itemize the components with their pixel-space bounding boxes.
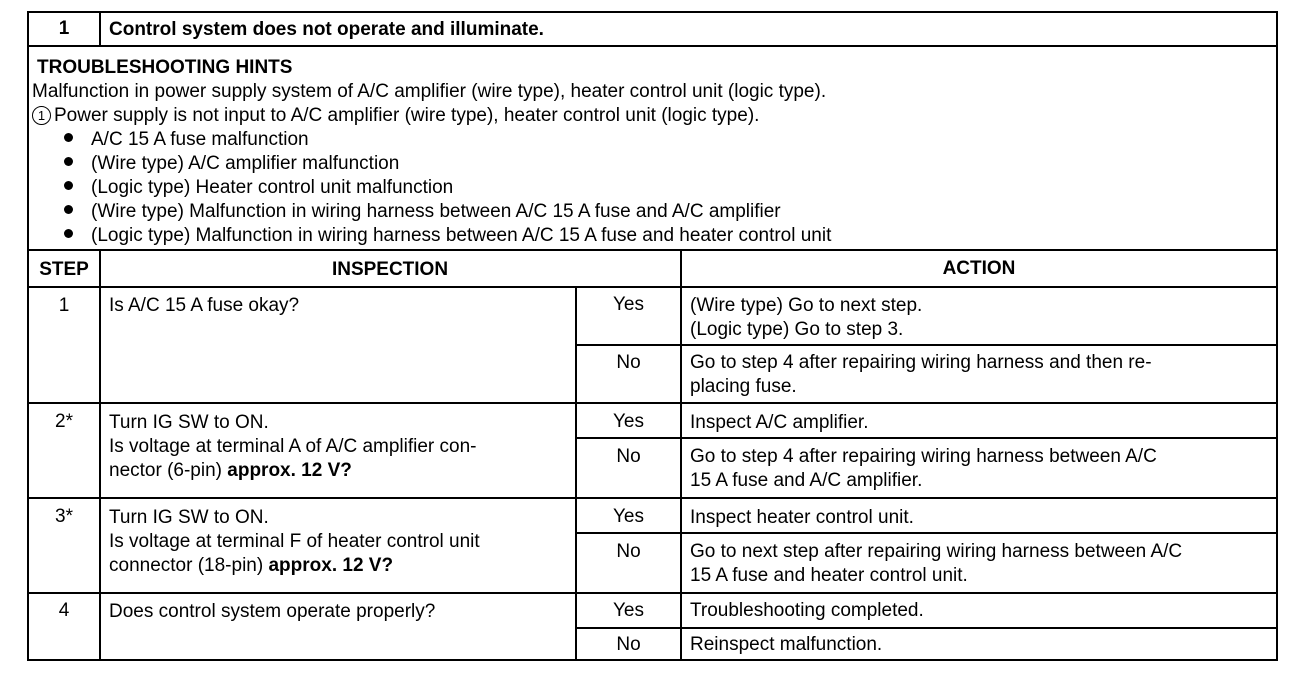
yes-label: Yes	[613, 506, 644, 527]
grid-line	[575, 437, 1276, 439]
table-header-row	[29, 13, 1276, 47]
step-number: 4	[58, 600, 70, 621]
bullet-icon	[64, 181, 73, 190]
bullet-icon	[64, 133, 73, 142]
grid-line	[29, 592, 1276, 594]
bullet-icon	[64, 157, 73, 166]
no-action: Go to step 4 after repairing wiring harness between A/C 15 A fuse and A/C amplifier.	[690, 446, 1157, 491]
col-header-inspection: INSPECTION	[331, 259, 449, 280]
hints-title: TROUBLESHOOTING HINTS	[37, 57, 293, 78]
bullet-icon	[64, 205, 73, 214]
grid-line	[575, 532, 1276, 534]
yes-label: Yes	[613, 411, 644, 432]
grid-line	[29, 286, 1276, 288]
troubleshooting-hints	[29, 47, 1276, 251]
troubleshooting-table	[27, 11, 1278, 661]
no-label: No	[616, 541, 641, 562]
hints-item-1	[32, 105, 759, 127]
grid-line	[29, 402, 1276, 404]
col-header-action: ACTION	[942, 258, 1016, 279]
hints-intro: Malfunction in power supply system of A/C amplifier (wire type), heater control unit (logic type).	[32, 81, 827, 102]
yes-action: Inspect heater control unit.	[690, 507, 914, 528]
yes-action: Inspect A/C amplifier.	[690, 412, 869, 433]
grid-line	[29, 497, 1276, 499]
no-action: Go to step 4 after repairing wiring harness and then re- placing fuse.	[690, 352, 1152, 397]
hint-bullet: (Wire type) Malfunction in wiring harness between A/C 15 A fuse and A/C amplifier	[64, 201, 781, 223]
hint-bullet: (Logic type) Heater control unit malfunction	[64, 177, 453, 199]
yes-action: Troubleshooting completed.	[690, 600, 924, 621]
step-number: 2*	[55, 411, 73, 432]
section-title: Control system does not operate and illuminate.	[109, 19, 544, 40]
step-number: 3*	[55, 506, 73, 527]
circled-number-icon: 1	[32, 106, 51, 125]
yes-label: Yes	[613, 600, 644, 621]
no-action: Reinspect malfunction.	[690, 634, 883, 655]
hint-bullet: (Logic type) Malfunction in wiring harness between A/C 15 A fuse and heater control unit	[64, 225, 831, 247]
hint-bullet: (Wire type) A/C amplifier malfunction	[64, 153, 399, 175]
hints-item-1-text: Power supply is not input to A/C amplifier (wire type), heater control unit (logic type).	[54, 105, 760, 126]
section-number: 1	[29, 13, 101, 45]
bullet-icon	[64, 229, 73, 238]
no-action: Go to next step after repairing wiring harness between A/C 15 A fuse and heater control unit.	[690, 541, 1183, 586]
no-label: No	[616, 634, 641, 655]
hint-bullet: A/C 15 A fuse malfunction	[64, 129, 309, 151]
yes-label: Yes	[613, 294, 644, 315]
grid-line	[99, 251, 101, 661]
yes-action: (Wire type) Go to next step. (Logic type) Go to step 3.	[690, 295, 923, 340]
no-label: No	[616, 446, 641, 467]
step-inspection: Is A/C 15 A fuse okay?	[109, 295, 300, 316]
step-number: 1	[58, 295, 70, 316]
col-header-step: STEP	[39, 259, 89, 280]
grid-line	[575, 627, 1276, 629]
grid-line	[575, 344, 1276, 346]
grid-line	[680, 251, 682, 661]
step-inspection: Turn IG SW to ON. Is voltage at terminal F of heater control unit connector (18-pin) approx. 12 V?	[109, 507, 480, 576]
step-inspection: Turn IG SW to ON. Is voltage at terminal A of A/C amplifier con- nector (6-pin) approx. 12 V?	[109, 412, 477, 481]
no-label: No	[616, 352, 641, 373]
step-inspection: Does control system operate properly?	[109, 601, 436, 622]
